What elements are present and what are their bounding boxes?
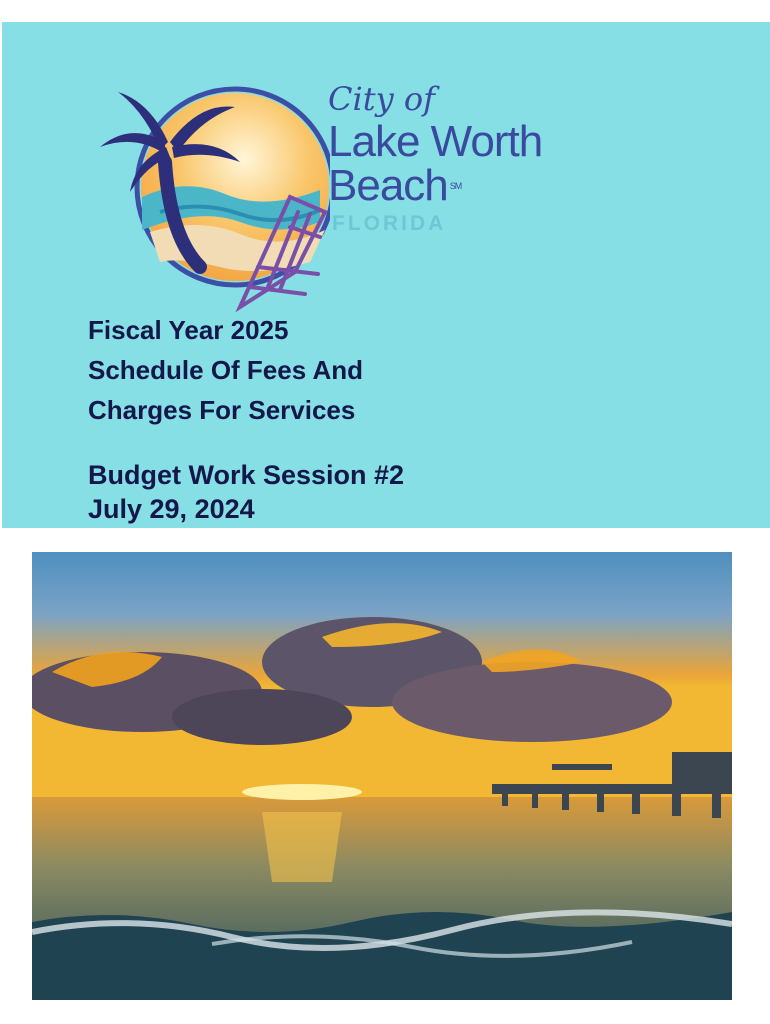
logo-beach-text: Beach	[328, 161, 448, 210]
title-line-1: Fiscal Year 2025	[88, 315, 289, 345]
title-line-3: Charges For Services	[88, 395, 356, 425]
session-date: July 29, 2024	[88, 494, 255, 524]
logo-city-of: City of	[328, 80, 435, 118]
logo-state: FLORIDA	[332, 212, 447, 235]
title-line-2: Schedule Of Fees And	[88, 355, 363, 385]
service-mark: SM	[449, 181, 462, 191]
session-name: Budget Work Session #2	[88, 460, 405, 490]
sunset-pier-photo	[32, 552, 732, 1000]
cover-panel	[2, 22, 770, 528]
logo-line-beach	[328, 161, 462, 210]
city-logo	[90, 62, 580, 322]
logo-line-lake-worth: Lake Worth	[328, 117, 543, 166]
document-title	[88, 310, 363, 430]
logo-emblem-icon	[90, 62, 330, 312]
session-info	[88, 458, 404, 526]
